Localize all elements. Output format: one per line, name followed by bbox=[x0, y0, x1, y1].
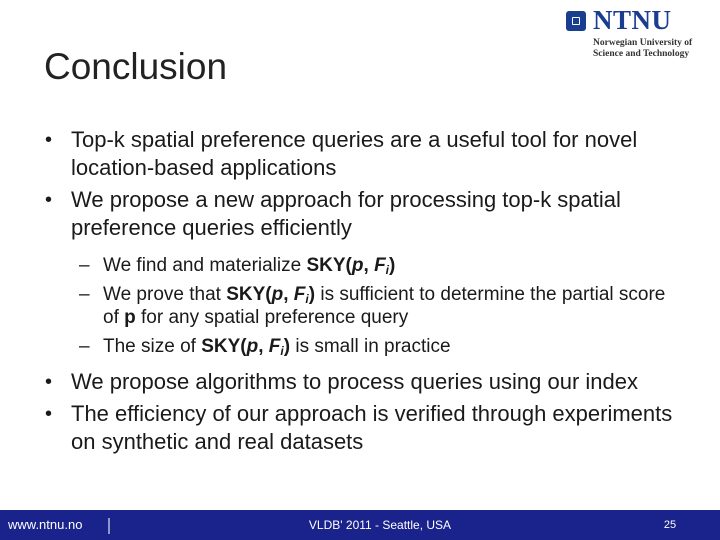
sub-bullet-text: for any spatial preference query bbox=[135, 307, 409, 328]
sky-f: F bbox=[293, 284, 306, 305]
sub-bullet-text: is sufficient to determine the partial score of bbox=[103, 284, 666, 328]
sky-index: i bbox=[385, 263, 390, 277]
bullet-dot-icon: • bbox=[45, 403, 53, 425]
dash-icon: – bbox=[79, 255, 90, 276]
bullet-item bbox=[0, 368, 691, 396]
bullet-dot-icon: • bbox=[45, 371, 53, 393]
footer-page-number: 25 bbox=[663, 519, 677, 531]
sky-index: i bbox=[280, 344, 284, 358]
footer-event: VLDB' 2011 - Seattle, USA bbox=[308, 518, 452, 532]
logo-name: NTNU bbox=[593, 5, 672, 35]
sky-p: p bbox=[246, 336, 259, 357]
footer-url-link[interactable]: www.ntnu.no bbox=[8, 517, 83, 532]
bullet-dot-icon: • bbox=[45, 189, 53, 211]
ntnu-logo-icon bbox=[566, 11, 586, 31]
footer-divider bbox=[108, 518, 110, 534]
logo-subtitle bbox=[593, 38, 718, 60]
ntnu-logo bbox=[566, 5, 716, 65]
sky-close: ) bbox=[283, 336, 291, 357]
logo-subtitle-line2: Science and Technology bbox=[593, 49, 690, 59]
sub-bullet-text: The size of bbox=[103, 336, 202, 357]
sub-bullet-item bbox=[0, 335, 683, 358]
bullet-text: The efficiency of our approach is verified through experiments on synthetic and real datasets bbox=[71, 401, 673, 454]
sky-comma: , bbox=[258, 336, 269, 357]
sky-label: SKY( bbox=[306, 255, 352, 276]
bullet-dot-icon: • bbox=[45, 129, 53, 151]
sky-label: SKY( bbox=[226, 284, 272, 305]
bullet-text: We propose algorithms to process queries using our index bbox=[71, 369, 639, 394]
sky-f: F bbox=[374, 255, 386, 276]
sub-bullet-text: is small in practice bbox=[290, 336, 451, 357]
bullet-item bbox=[0, 186, 691, 242]
sub-bullet-item bbox=[0, 254, 683, 277]
slide-title: Conclusion bbox=[44, 46, 228, 87]
sky-close: ) bbox=[308, 284, 316, 305]
dash-icon: – bbox=[79, 336, 90, 357]
sky-label: SKY( bbox=[201, 336, 247, 357]
sky-f: F bbox=[268, 336, 281, 357]
bullet-item bbox=[0, 126, 691, 182]
sub-bullet-item bbox=[0, 283, 683, 329]
footer-bar bbox=[0, 510, 720, 540]
dash-icon: – bbox=[79, 284, 90, 305]
bold-p: p bbox=[124, 307, 136, 328]
sky-index: i bbox=[305, 292, 309, 306]
sub-bullet-list bbox=[0, 254, 720, 358]
sky-comma: , bbox=[363, 255, 375, 276]
slide-content bbox=[0, 126, 720, 460]
sky-comma: , bbox=[283, 284, 294, 305]
sky-p: p bbox=[351, 255, 364, 276]
sub-bullet-text: We find and materialize bbox=[103, 255, 307, 276]
sky-p: p bbox=[271, 284, 284, 305]
bullet-item bbox=[0, 400, 691, 456]
sky-close: ) bbox=[389, 255, 396, 276]
sub-bullet-text: We prove that bbox=[103, 284, 227, 305]
bullet-text: We propose a new approach for processing top-k spatial preference queries efficiently bbox=[71, 187, 621, 240]
bullet-text: Top-k spatial preference queries are a useful tool for novel location-based applications bbox=[71, 127, 638, 180]
logo-subtitle-line1: Norwegian University of bbox=[593, 38, 693, 48]
